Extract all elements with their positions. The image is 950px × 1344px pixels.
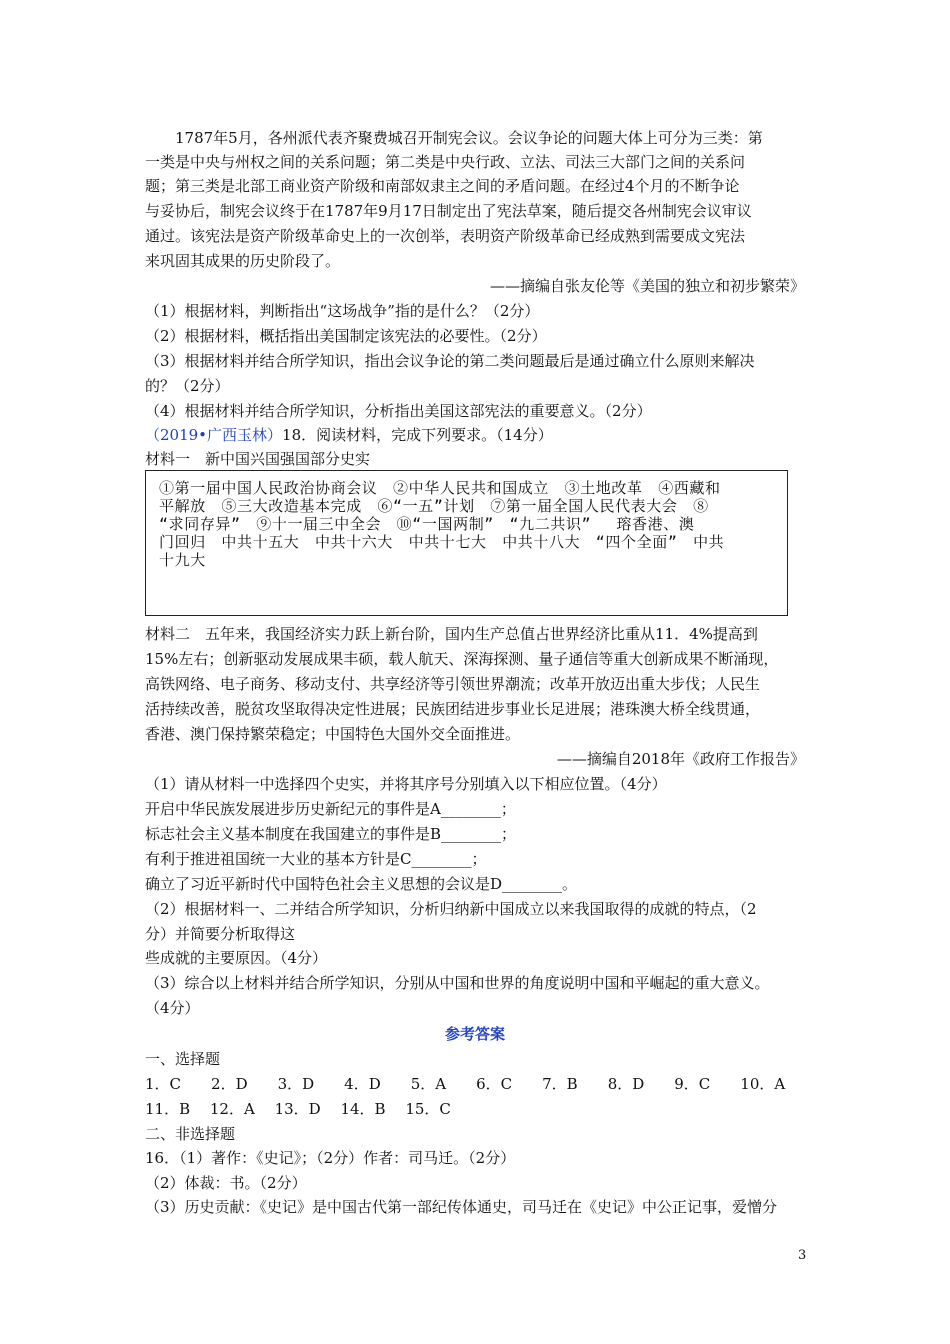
question-line: （3）综合以上材料并结合所学知识，分别从中国和世界的角度说明中国和平崛起的重大意义。 [145,974,770,992]
question-line: （1）请从材料一中选择四个史实，并将其序号分别填入以下相应位置。（4分） [145,775,667,793]
question-line: 分）并简要分析取得这 [145,925,296,943]
answer-line: （3）历史贡献：《史记》是中国古代第一部纪传体通史，司马迁在《史记》中公正记事，爱憎分 [145,1198,778,1216]
question-18-header [145,425,815,445]
answer-line: 一、选择题 [145,1050,221,1068]
material-line: 来巩固其成果的历史阶段了。 [145,252,341,270]
answer-title: 参考答案 [444,1025,505,1043]
box-line: “求同存异” ⑨十一届三中全会 ⑩“一国两制” “九二共识” 瑢香港、澳 [159,515,695,533]
question-18-title: 18．阅读材料，完成下列要求。（14分） [282,426,553,444]
material2-line: 高铁网络、电子商务、移动支付、共享经济等引领世界潮流；改革开放迈出重大步伐；人民生 [145,675,761,693]
answer-line: （2）体裁：书。（2分） [145,1174,307,1192]
answer-line: 二、非选择题 [145,1125,236,1143]
material1-title: 材料一 新中国兴国强国部分史实 [145,450,371,468]
material-line: 1787年5月，各州派代表齐聚费城召开制宪会议。会议争论的问题大体上可分为三类：第 [175,129,763,147]
question-source-tag: （2019•广西玉林） [145,426,283,444]
question-line: （3）根据材料并结合所学知识，指出会议争论的第二类问题最后是通过确立什么原则来解决 [145,352,755,370]
historical-facts-box [145,470,788,616]
material2-line: 活持续改善，脱贫攻坚取得决定性进展；民族团结进步事业长足进展；港珠澳大桥全线贯通， [145,700,761,718]
question-line: 些成就的主要原因。（4分） [145,949,328,967]
answer-line: 1．C 2．D 3．D 4．D 5．A 6．C 7．B 8．D 9．C 10．A [145,1075,786,1093]
question-line: （4分） [145,999,200,1017]
answer-line: 16．（1）著作：《史记》；（2分）作者：司马迁。（2分） [145,1149,516,1167]
answer-line: 11．B 12．A 13．D 14．B 15．C [145,1100,451,1118]
material2-line: 15%左右；创新驱动发展成果丰硕，载人航天、深海探测、量子通信等重大创新成果不断涌现， [145,650,779,668]
box-line: 平解放 ⑤三大改造基本完成 ⑥“一五”计划 ⑦第一届全国人民代表大会 ⑧ [159,497,709,515]
question-line: 有利于推进祖国统一大业的基本方针是C________； [145,850,487,868]
material2-line: 材料二 五年来，我国经济实力跃上新台阶，国内生产总值占世界经济比重从11．4%提高到 [145,625,758,643]
question-line: 标志社会主义基本制度在我国建立的事件是B________； [145,825,517,843]
question-line: （4）根据材料并结合所学知识，分析指出美国这部宪法的重要意义。（2分） [145,402,652,420]
material-line: 与妥协后，制宪会议终于在1787年9月17日制定出了宪法草案，随后提交各州制宪会议审议 [145,202,752,220]
box-line: 十九大 [159,551,206,569]
source-citation: ——摘编自2018年《政府工作报告》 [556,750,805,768]
material-line: 一类是中央与州权之间的关系问题；第二类是中央行政、立法、司法三大部门之间的关系问 [145,153,746,171]
question-line: 确立了习近平新时代中国特色社会主义思想的会议是D________。 [145,875,578,893]
question-line: 开启中华民族发展进步历史新纪元的事件是A________； [145,800,516,818]
question-line: （1）根据材料，判断指出“这场战争”指的是什么？（2分） [145,302,540,320]
question-line: （2）根据材料一、二并结合所学知识，分析归纳新中国成立以来我国取得的成就的特点，（2 [145,900,757,918]
box-line: ①第一届中国人民政治协商会议 ②中华人民共和国成立 ③土地改革 ④西藏和 [159,479,721,497]
question-line: （2）根据材料，概括指出美国制定该宪法的必要性。（2分） [145,327,547,345]
material-line: 通过。该宪法是资产阶级革命史上的一次创举，表明资产阶级革命已经成熟到需要成文宪法 [145,227,746,245]
page-number: 3 [798,1248,807,1263]
box-line: 门回归 中共十五大 中共十六大 中共十七大 中共十八大 “四个全面” 中共 [159,533,725,551]
source-citation: ——摘编自张友伦等《美国的独立和初步繁荣》 [489,277,805,295]
material2-line: 香港、澳门保持繁荣稳定；中国特色大国外交全面推进。 [145,725,521,743]
question-line: 的？（2分） [145,377,230,395]
material-line: 题；第三类是北部工商业资产阶级和南部奴隶主之间的矛盾问题。在经过4个月的不断争论 [145,177,740,195]
